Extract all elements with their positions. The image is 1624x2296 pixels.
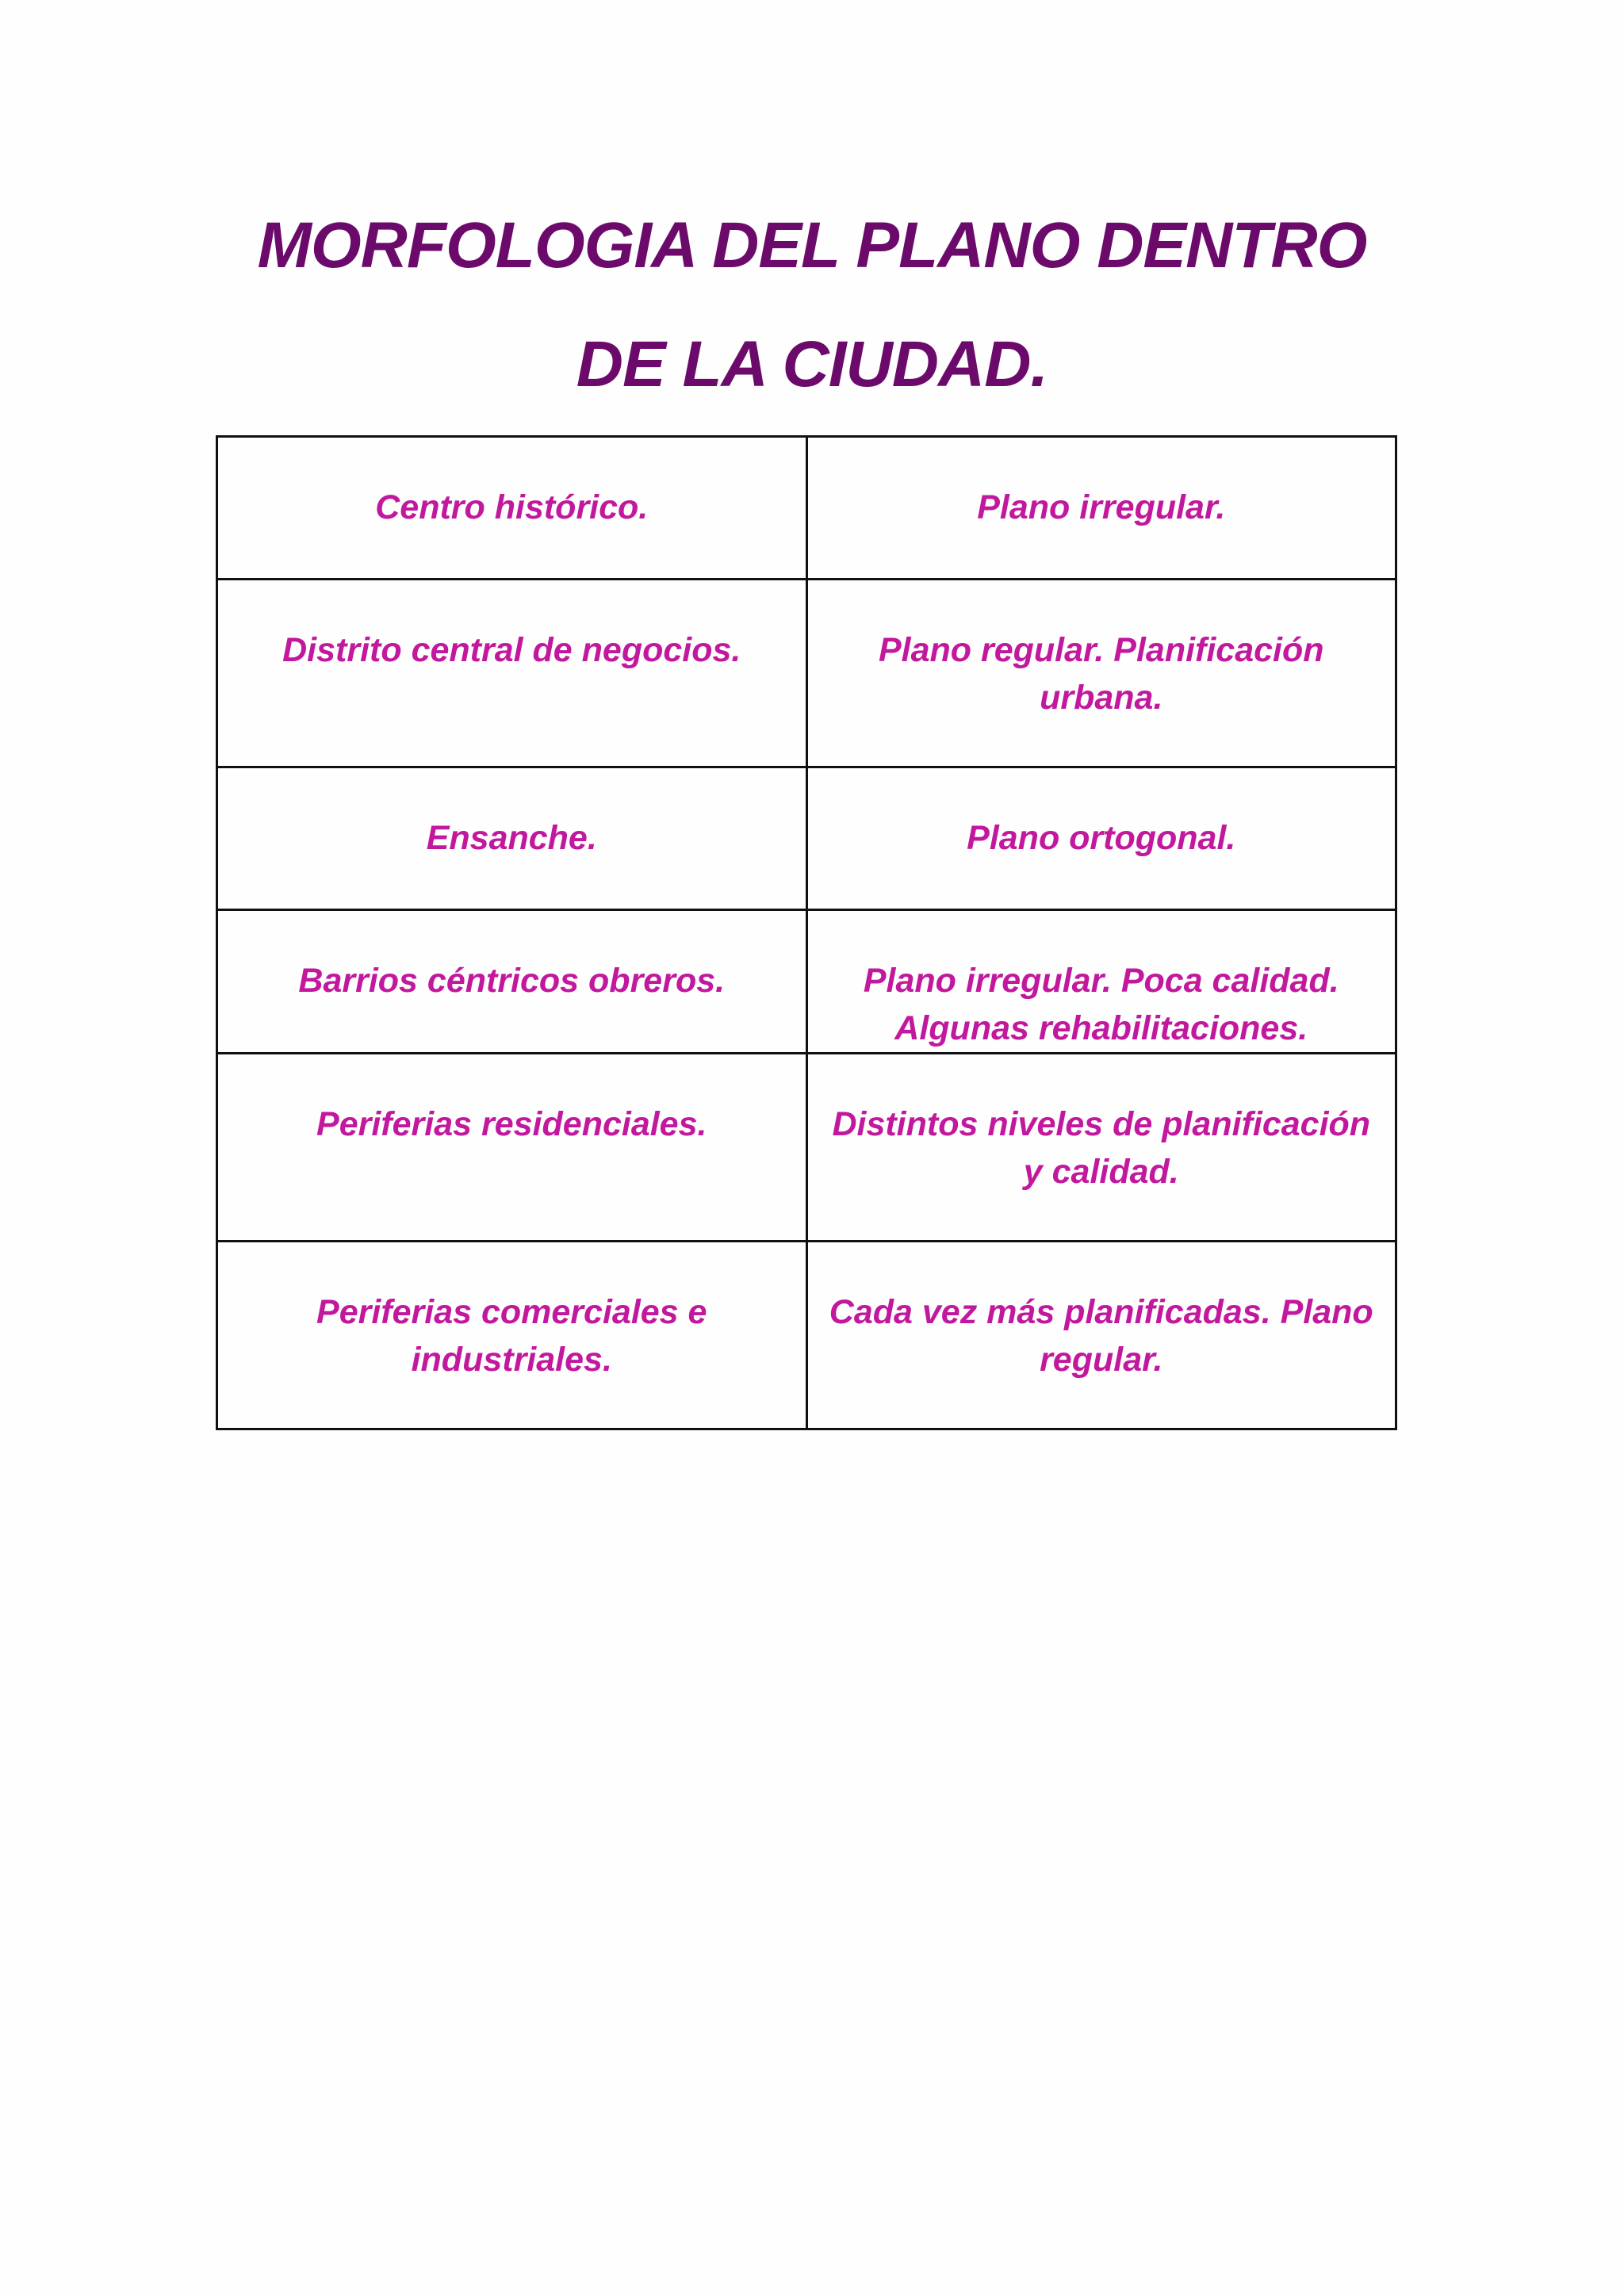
plano-cell: Plano ortogonal. <box>806 767 1396 910</box>
table-row <box>217 1054 1396 1242</box>
area-cell: Centro histórico. <box>217 437 807 580</box>
morphology-table <box>216 435 1397 1430</box>
area-cell: Periferias residenciales. <box>217 1054 807 1242</box>
area-cell: Distrito central de negocios. <box>217 580 807 767</box>
plano-cell: Cada vez más planificadas. Plano regular. <box>806 1242 1396 1429</box>
plano-cell: Plano irregular. <box>806 437 1396 580</box>
table-row <box>217 910 1396 1054</box>
table-row <box>217 767 1396 910</box>
table-row <box>217 580 1396 767</box>
page-title <box>0 186 1624 424</box>
table-row <box>217 1242 1396 1429</box>
area-cell: Barrios céntricos obreros. <box>217 910 807 1054</box>
plano-cell: Plano irregular. Poca calidad. Algunas rehabilitaciones. <box>806 910 1396 1054</box>
page-title-line-1: MORFOLOGIA DEL PLANO DENTRO <box>257 209 1367 281</box>
area-cell: Periferias comerciales e industriales. <box>217 1242 807 1429</box>
plano-cell: Distintos niveles de planificación y calidad. <box>806 1054 1396 1242</box>
table-row <box>217 437 1396 580</box>
plano-cell: Plano regular. Planificación urbana. <box>806 580 1396 767</box>
area-cell: Ensanche. <box>217 767 807 910</box>
page-title-line-2: DE LA CIUDAD. <box>576 328 1048 400</box>
